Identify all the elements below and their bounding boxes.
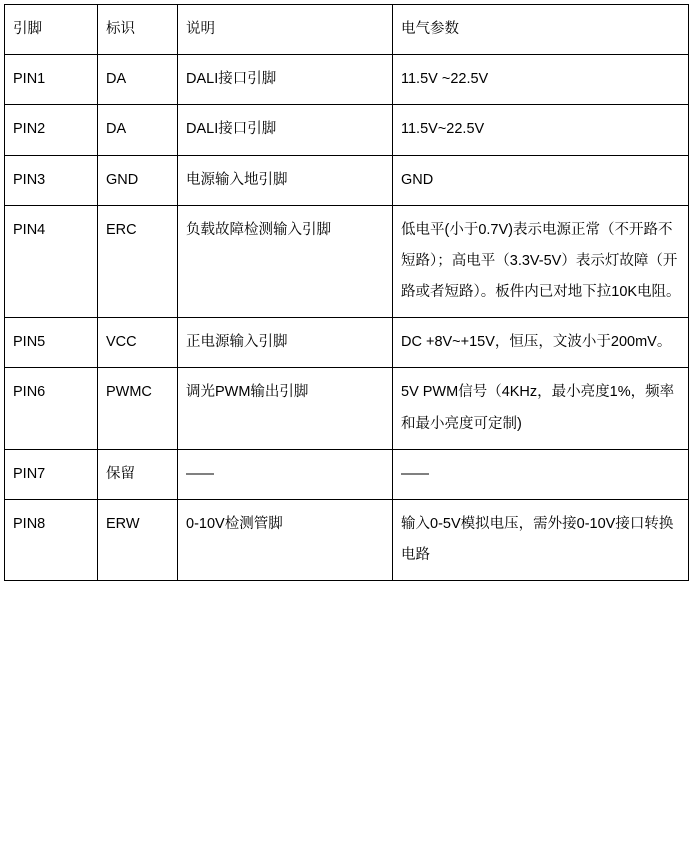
cell-text-mark: ERW [106, 515, 140, 532]
header-cell-mark [98, 5, 178, 55]
cell-desc [178, 499, 393, 580]
cell-text-mark: DA [106, 121, 127, 138]
cell-pin [5, 449, 98, 499]
cell-text-pin: PIN6 [13, 384, 46, 401]
cell-pin [5, 368, 98, 449]
cell-text-mark: ERC [106, 221, 137, 238]
cell-desc [178, 55, 393, 105]
cell-text-pin: PIN2 [13, 121, 46, 138]
cell-text-mark: GND [106, 171, 139, 188]
cell-text-desc: —— [186, 465, 213, 482]
cell-pin [5, 55, 98, 105]
cell-text-mark: VCC [106, 334, 137, 351]
cell-mark [98, 318, 178, 368]
header-cell-pin [5, 5, 98, 55]
cell-elec [393, 205, 689, 318]
cell-text-elec: —— [401, 465, 428, 482]
cell-desc [178, 205, 393, 318]
cell-text-desc: DALI接口引脚 [186, 121, 277, 138]
header-cell-desc [178, 5, 393, 55]
cell-text-desc: 负载故障检测输入引脚 [186, 221, 331, 238]
table-row [5, 449, 689, 499]
cell-elec [393, 368, 689, 449]
pin-definition-table [4, 4, 689, 581]
cell-text-elec: 输入0-5V模拟电压，需外接0-10V接口转换电路 [401, 515, 674, 564]
cell-desc [178, 155, 393, 205]
table-row [5, 55, 689, 105]
cell-text-elec: 5V PWM信号（4KHz，最小亮度1%，频率和最小亮度可定制) [401, 384, 675, 432]
cell-text-desc: 电源输入地引脚 [186, 171, 288, 188]
header-text-elec: 电气参数 [401, 21, 459, 37]
cell-mark [98, 499, 178, 580]
cell-text-elec: 11.5V~22.5V [401, 121, 485, 138]
cell-pin [5, 205, 98, 318]
cell-text-mark: DA [106, 71, 127, 88]
cell-text-pin: PIN4 [13, 221, 46, 238]
cell-text-desc: 0-10V检测管脚 [186, 515, 283, 532]
header-text-desc: 说明 [186, 21, 215, 37]
table-row [5, 105, 689, 155]
cell-text-elec: 11.5V ~22.5V [401, 71, 489, 88]
cell-pin [5, 499, 98, 580]
header-cell-elec [393, 5, 689, 55]
cell-text-mark: PWMC [106, 384, 152, 401]
cell-mark [98, 205, 178, 318]
table-header-row [5, 5, 689, 55]
cell-text-pin: PIN5 [13, 334, 46, 351]
cell-text-elec: GND [401, 171, 434, 188]
header-text-pin: 引脚 [13, 21, 42, 37]
cell-text-elec: DC +8V~+15V，恒压，文波小于200mV。 [401, 334, 672, 351]
table-row [5, 368, 689, 449]
table-row [5, 318, 689, 368]
cell-text-desc: 正电源输入引脚 [186, 334, 288, 351]
cell-mark [98, 368, 178, 449]
table-row [5, 155, 689, 205]
header-text-mark: 标识 [106, 21, 135, 37]
cell-text-pin: PIN3 [13, 171, 46, 188]
cell-text-pin: PIN8 [13, 515, 46, 532]
cell-pin [5, 318, 98, 368]
cell-text-elec: 低电平(小于0.7V)表示电源正常（不开路不短路）；高电平（3.3V-5V）表示灯故障（开路或者短路）。板件内已对地下拉10K电阻。 [401, 221, 681, 301]
table-row [5, 205, 689, 318]
cell-desc [178, 368, 393, 449]
cell-elec [393, 318, 689, 368]
cell-text-pin: PIN7 [13, 465, 46, 482]
cell-mark [98, 55, 178, 105]
cell-desc [178, 105, 393, 155]
cell-desc [178, 449, 393, 499]
cell-text-desc: 调光PWM输出引脚 [186, 384, 309, 401]
cell-elec [393, 55, 689, 105]
cell-elec [393, 155, 689, 205]
cell-mark [98, 105, 178, 155]
cell-pin [5, 105, 98, 155]
cell-elec [393, 105, 689, 155]
cell-text-desc: DALI接口引脚 [186, 71, 277, 88]
cell-text-mark: 保留 [106, 465, 135, 482]
cell-mark [98, 155, 178, 205]
table-row [5, 499, 689, 580]
cell-desc [178, 318, 393, 368]
cell-pin [5, 155, 98, 205]
cell-mark [98, 449, 178, 499]
document-page [0, 4, 694, 845]
cell-elec [393, 449, 689, 499]
cell-text-pin: PIN1 [13, 71, 46, 88]
cell-elec [393, 499, 689, 580]
